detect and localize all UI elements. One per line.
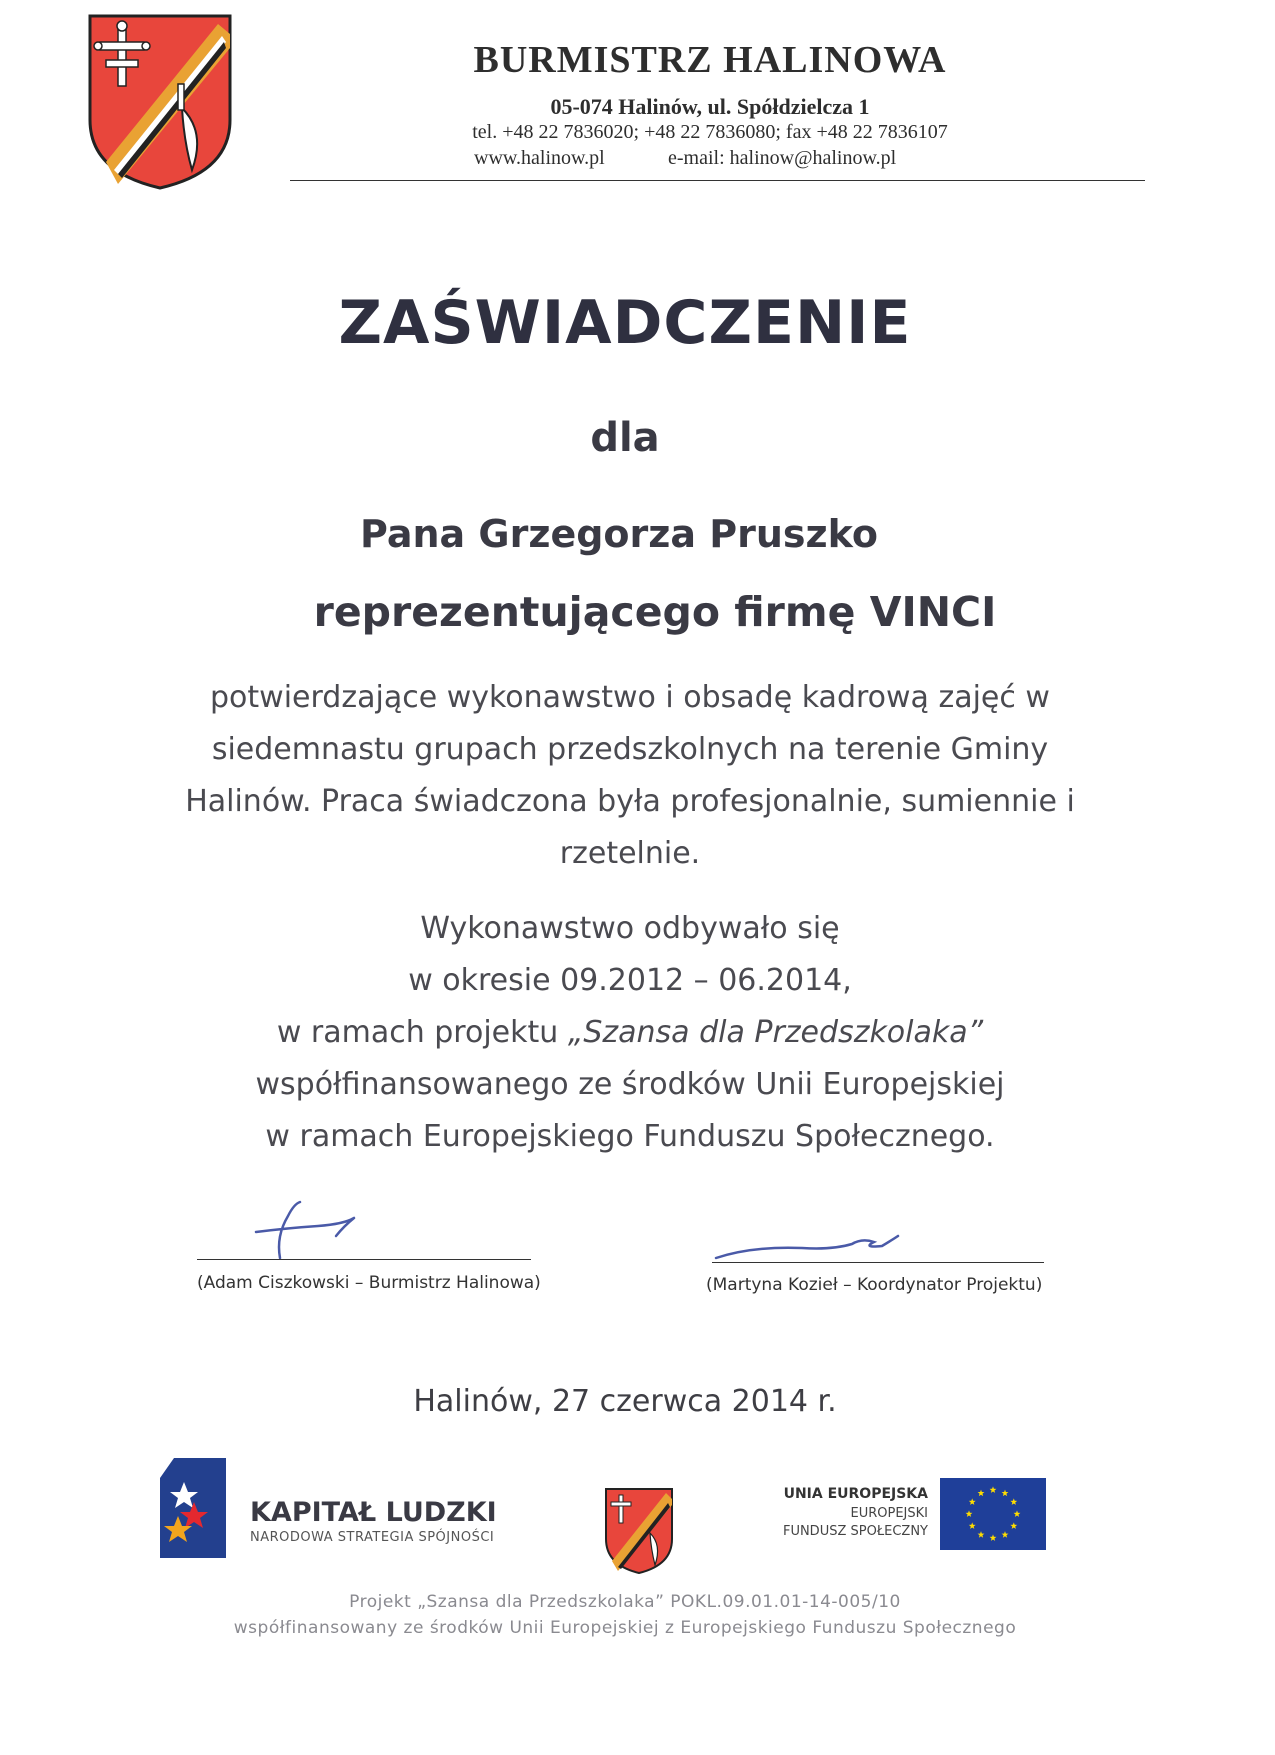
cofinance-line: współfinansowanego ze środków Unii Europejskiej xyxy=(255,1067,1005,1102)
signature-left-label: (Adam Ciszkowski – Burmistrz Halinowa) xyxy=(197,1273,541,1293)
header-address: 05-074 Halinów, ul. Spółdzielcza 1 xyxy=(550,94,870,119)
fund-line: w ramach Europejskiego Funduszu Społecznego. xyxy=(265,1119,995,1154)
header-phones: tel. +48 22 7836020; +48 22 7836080; fax +48 22 7836107 xyxy=(472,121,948,143)
eu-label-line-2: EUROPEJSKI xyxy=(850,1506,928,1521)
header-website: www.halinow.pl xyxy=(474,147,605,169)
kapital-ludzki-stars-icon xyxy=(160,1458,226,1558)
header-title: BURMISTRZ HALINOWA xyxy=(473,39,947,81)
kapital-ludzki-title: KAPITAŁ LUDZKI xyxy=(250,1497,497,1528)
halinow-crest-small-icon xyxy=(604,1487,674,1575)
project-prefix: w ramach projektu xyxy=(276,1015,568,1050)
place-and-date: Halinów, 27 czerwca 2014 r. xyxy=(413,1384,837,1419)
signature-right-line xyxy=(712,1262,1044,1263)
project-name: „Szansa dla Przedszkolaka” xyxy=(567,1015,984,1050)
project-footer-note: Projekt „Szansa dla Przedszkolaka” POKL.09.01.01-14-005/10 xyxy=(349,1592,901,1612)
eu-label-line-3: FUNDUSZ SPOŁECZNY xyxy=(782,1524,928,1539)
recipient-company: reprezentującego firmę VINCI xyxy=(313,588,997,636)
period-line-2: w okresie 09.2012 – 06.2014, xyxy=(408,963,852,998)
confirmation-paragraph: potwierdzające wykonawstwo i obsadę kadrową zajęć w siedemnastu grupach przedszkolnych na terenie Gminy Halinów. Praca świadczona była profesjonalnie, sumiennie i rzetelnie. xyxy=(185,680,1075,871)
signature-left-mark xyxy=(248,1196,378,1260)
halinow-crest-logo xyxy=(86,12,234,192)
eu-label-line-1: UNIA EUROPEJSKA xyxy=(783,1486,928,1502)
period-line-1: Wykonawstwo odbywało się xyxy=(420,911,840,946)
document-title: ZAŚWIADCZENIE xyxy=(338,288,912,358)
header-email: e-mail: halinow@halinow.pl xyxy=(668,147,897,169)
eu-flag-icon xyxy=(940,1478,1046,1550)
for-word: dla xyxy=(590,415,660,461)
kapital-ludzki-subtitle: NARODOWA STRATEGIA SPÓJNOŚCI xyxy=(250,1530,495,1545)
recipient-name: Pana Grzegorza Pruszko xyxy=(360,512,878,556)
header-divider xyxy=(290,180,1145,181)
project-line xyxy=(200,1007,1060,1059)
signature-right-label: (Martyna Kozieł – Koordynator Projektu) xyxy=(706,1275,1043,1295)
period-paragraph xyxy=(200,903,1060,1163)
cofinance-footer-note: współfinansowany ze środków Unii Europejskiej z Europejskiego Funduszu Społecznego xyxy=(233,1618,1017,1638)
signature-left-line xyxy=(197,1259,531,1260)
